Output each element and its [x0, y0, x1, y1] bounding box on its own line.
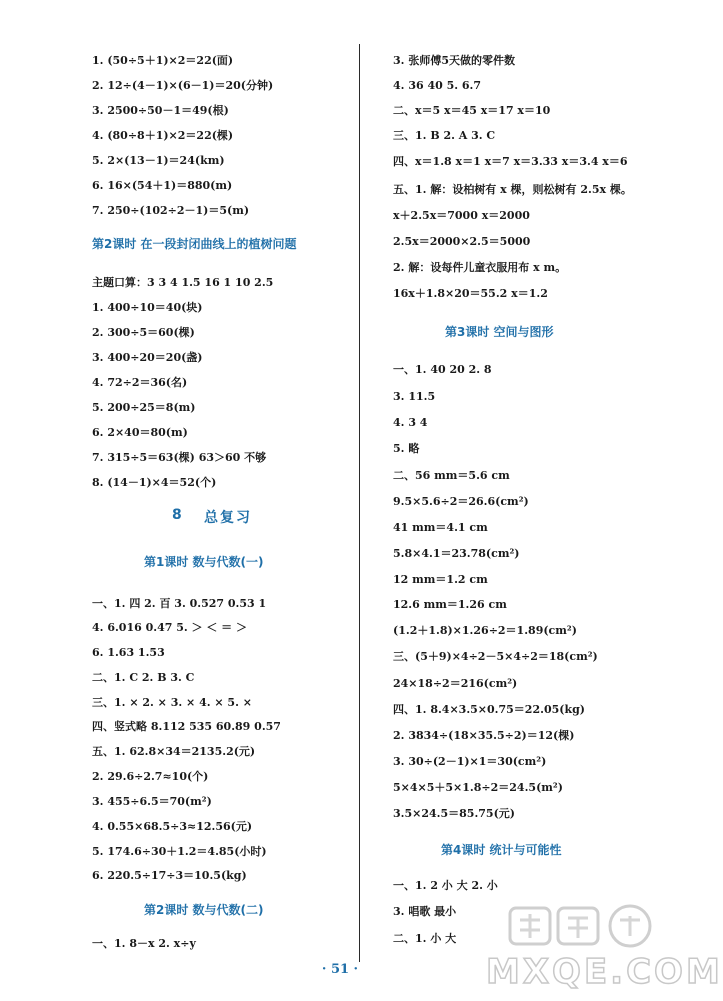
answer-line: 41 mm＝4.1 cm	[393, 521, 488, 534]
answer-line: 3. 30÷(2－1)×1＝30(cm²)	[393, 755, 547, 768]
answer-line: 5.8×4.1＝23.78(cm²)	[393, 547, 520, 560]
answer-line: 4. 6.016 0.47 5. ＞ ＜ ＝ ＞	[92, 621, 248, 634]
answer-line: 4. 36 40 5. 6.7	[393, 79, 482, 92]
answer-line: 一、1. 四 2. 百 3. 0.527 0.53 1	[92, 597, 267, 610]
column-divider	[359, 44, 360, 962]
lesson-heading: 第4课时 统计与可能性	[441, 843, 562, 857]
answer-line: 5. 略	[393, 442, 420, 455]
answer-line: 3. 400÷20＝20(盏)	[92, 351, 203, 364]
answer-line: 二、x＝5 x＝45 x＝17 x＝10	[393, 104, 551, 117]
answer-line: 7. 315÷5＝63(棵) 63＞60 不够	[92, 451, 267, 464]
page-number: · 51 ·	[321, 962, 359, 977]
answer-line: 5×4×5＋5×1.8÷2＝24.5(m²)	[393, 781, 563, 794]
answer-line: 一、1. 2 小 大 2. 小	[393, 879, 498, 892]
lesson-heading: 第2课时 数与代数(二)	[144, 903, 264, 917]
answer-line: 6. 1.63 1.53	[92, 646, 165, 659]
answer-line: 4. 72÷2＝36(名)	[92, 376, 188, 389]
answer-line: 6. 16×(54＋1)＝880(m)	[92, 179, 233, 192]
answer-line: 一、1. 8－x 2. x÷y	[92, 937, 196, 950]
answer-line: 二、1. C 2. B 3. C	[92, 671, 195, 684]
watermark-logo	[480, 900, 723, 996]
answer-line: 6. 2×40＝80(m)	[92, 426, 188, 439]
chapter-number: 8	[172, 507, 184, 523]
answer-line: 二、1. 小 大	[393, 932, 457, 945]
answer-line: 24×18÷2＝216(cm²)	[393, 677, 518, 690]
answer-line: (1.2＋1.8)×1.26÷2＝1.89(cm²)	[393, 624, 577, 637]
answer-line: 3. 张师傅5天做的零件数	[393, 54, 515, 67]
answer-line: 3. 11.5	[393, 390, 436, 403]
answer-line: 4. 3 4	[393, 416, 428, 429]
answer-line: 五、1. 62.8×34＝2135.2(元)	[92, 745, 256, 758]
answer-line: 3. 唱歌 最小	[393, 905, 457, 918]
answer-line: 7. 250÷(102÷2－1)＝5(m)	[92, 204, 250, 217]
answer-line: 5. 174.6÷30＋1.2＝4.85(小时)	[92, 845, 267, 858]
answer-line: 12 mm＝1.2 cm	[393, 573, 488, 586]
answer-line: 12.6 mm＝1.26 cm	[393, 598, 507, 611]
answer-line: 2. 3834÷(18×35.5÷2)＝12(棵)	[393, 729, 575, 742]
answer-line: 3. 455÷6.5＝70(m²)	[92, 795, 212, 808]
answer-line: 五、1. 解：设柏树有 x 棵，则松树有 2.5x 棵。	[393, 183, 632, 196]
answer-line: 主题口算：3 3 4 1.5 16 1 10 2.5	[92, 276, 274, 289]
answer-line: 4. 0.55×68.5÷3≈12.56(元)	[92, 820, 253, 833]
answer-line: 四、竖式略 8.112 535 60.89 0.57	[92, 720, 281, 733]
answer-line: 3. 2500÷50－1＝49(根)	[92, 104, 229, 117]
answer-line: 2. 300÷5＝60(棵)	[92, 326, 195, 339]
answer-line: 5. 2×(13－1)＝24(km)	[92, 154, 225, 167]
answer-line: x＋2.5x＝7000 x＝2000	[393, 209, 530, 222]
answer-line: 2. 解：设每件儿童衣服用布 x m。	[393, 261, 567, 274]
answer-line: 3.5×24.5＝85.75(元)	[393, 807, 515, 820]
watermark-text: MXQE.COM	[486, 952, 723, 992]
answer-line: 二、56 mm＝5.6 cm	[393, 469, 510, 482]
chapter-title: 总复习	[204, 510, 252, 526]
answer-line: 四、x＝1.8 x＝1 x＝7 x＝3.33 x＝3.4 x＝6	[393, 155, 628, 168]
answer-line: 16x＋1.8×20＝55.2 x＝1.2	[393, 287, 548, 300]
answer-line: 8. (14－1)×4＝52(个)	[92, 476, 217, 489]
answer-line: 2. 12÷(4－1)×(6－1)＝20(分钟)	[92, 79, 274, 92]
answer-line: 2. 29.6÷2.7≈10(个)	[92, 770, 209, 783]
answer-line: 2.5x＝2000×2.5＝5000	[393, 235, 531, 248]
answer-line: 四、1. 8.4×3.5×0.75＝22.05(kg)	[393, 703, 585, 716]
answer-line: 三、1. × 2. × 3. × 4. × 5. ×	[92, 696, 252, 709]
answer-line: 三、1. B 2. A 3. C	[393, 129, 496, 142]
answer-line: 6. 220.5÷17÷3＝10.5(kg)	[92, 869, 247, 882]
answer-line: 一、1. 40 20 2. 8	[393, 363, 492, 376]
answer-line: 1. (50÷5＋1)×2＝22(面)	[92, 54, 234, 67]
answer-line: 4. (80÷8＋1)×2＝22(棵)	[92, 129, 234, 142]
lesson-heading: 第2课时 在一段封闭曲线上的植树问题	[92, 237, 297, 251]
answer-line: 5. 200÷25＝8(m)	[92, 401, 196, 414]
lesson-heading: 第1课时 数与代数(一)	[144, 555, 264, 569]
answer-line: 1. 400÷10＝40(块)	[92, 301, 203, 314]
answer-line: 三、(5＋9)×4÷2－5×4÷2＝18(cm²)	[393, 650, 598, 663]
answer-line: 9.5×5.6÷2＝26.6(cm²)	[393, 495, 529, 508]
lesson-heading: 第3课时 空间与图形	[445, 325, 554, 339]
watermark-icon	[480, 900, 670, 952]
